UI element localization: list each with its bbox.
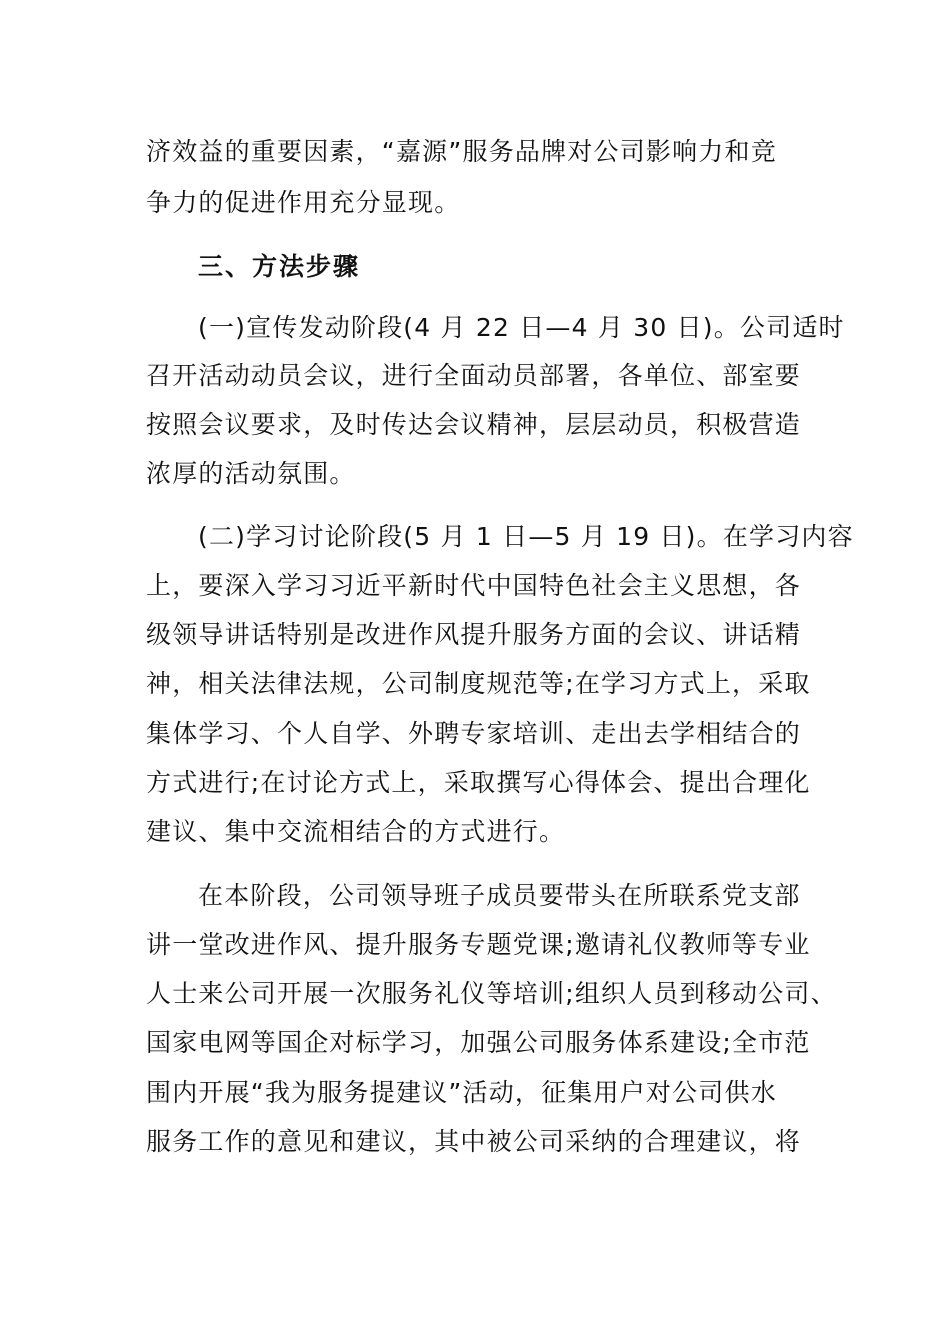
paragraph-line: 神，相关法律法规，公司制度规范等;在学习方式上，采取 <box>146 669 811 698</box>
paragraph-line: 围内开展“我为服务提建议”活动，征集用户对公司供水 <box>146 1078 777 1107</box>
paragraph-line: 建议、集中交流相结合的方式进行。 <box>146 817 566 846</box>
paragraph-line: 讲一堂改进作风、提升服务专题党课;邀请礼仪教师等专业 <box>146 930 811 959</box>
paragraph-line: 济效益的重要因素，“嘉源”服务品牌对公司影响力和竞 <box>146 137 777 166</box>
paragraph-line: 上，要深入学习习近平新时代中国特色社会主义思想，各 <box>146 571 802 600</box>
paragraph-line: 按照会议要求，及时传达会议精神，层层动员，积极营造 <box>146 410 802 439</box>
section-heading: 三、方法步骤 <box>198 252 361 281</box>
paragraph-line: 召开活动动员会议，进行全面动员部署，各单位、部室要 <box>146 361 802 390</box>
paragraph-line: (一)宣传发动阶段(4 月 22 日—4 月 30 日)。公司适时 <box>198 313 845 342</box>
paragraph-line: 国家电网等国企对标学习，加强公司服务体系建设;全市范 <box>146 1028 811 1057</box>
paragraph-line: (二)学习讨论阶段(5 月 1 日—5 月 19 日)。在学习内容 <box>198 522 854 551</box>
paragraph-line: 争力的促进作用充分显现。 <box>146 188 461 217</box>
paragraph-line: 服务工作的意见和建议，其中被公司采纳的合理建议，将 <box>146 1127 802 1156</box>
paragraph-line: 方式进行;在讨论方式上，采取撰写心得体会、提出合理化 <box>146 768 811 797</box>
paragraph-line: 在本阶段，公司领导班子成员要带头在所联系党支部 <box>198 881 801 910</box>
paragraph-line: 人士来公司开展一次服务礼仪等培训;组织人员到移动公司、 <box>146 979 837 1008</box>
paragraph-line: 集体学习、个人自学、外聘专家培训、走出去学相结合的 <box>146 719 802 748</box>
paragraph-line: 级领导讲话特别是改进作风提升服务方面的会议、讲话精 <box>146 620 802 649</box>
paragraph-line: 浓厚的活动氛围。 <box>146 459 356 488</box>
